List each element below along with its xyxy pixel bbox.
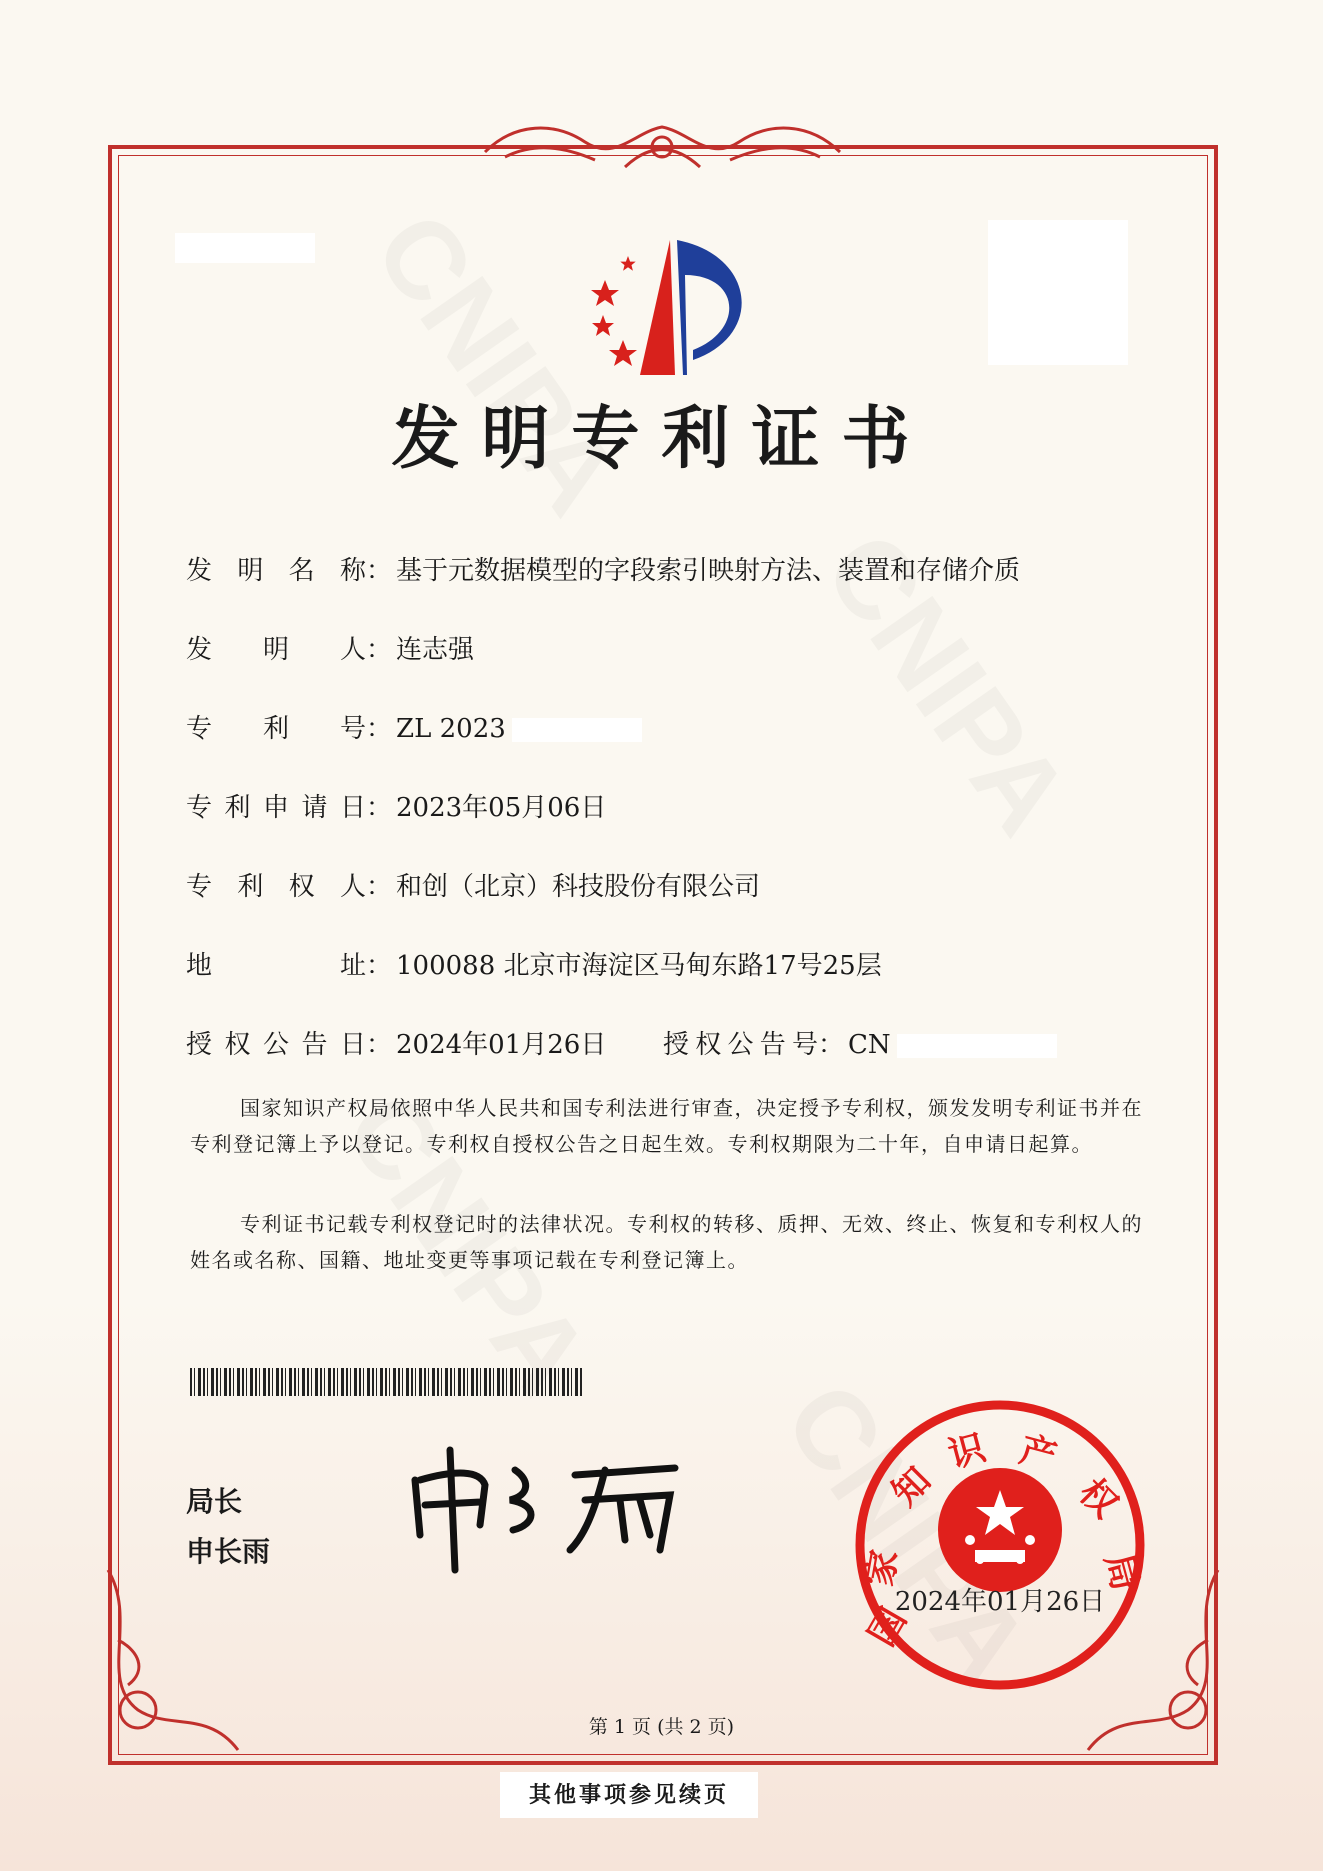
field-address: 地址： 100088 北京市海淀区马甸东路17号25层 — [186, 951, 882, 981]
field-inventor: 发明人： 连志强 — [186, 635, 475, 665]
field-value: 2023年05月06日 — [396, 793, 607, 823]
redaction — [512, 718, 642, 742]
field-value: CN — [848, 1030, 891, 1060]
handwritten-signature — [405, 1440, 690, 1575]
signatory-title: 局长 — [186, 1485, 243, 1518]
cnipa-logo — [565, 235, 765, 385]
statement-paragraph: 专利证书记载专利权登记时的法律状况。专利权的转移、质押、无效、终止、恢复和专利权人的姓名或名称、国籍、地址变更等事项记载在专利登记簿上。 — [190, 1212, 1143, 1272]
field-value: 和创（北京）科技股份有限公司 — [396, 872, 761, 902]
field-application-date: 专利申请日： 2023年05月06日 — [186, 793, 607, 823]
field-value: 100088 北京市海淀区马甸东路17号25层 — [396, 951, 882, 981]
field-value: 基于元数据模型的字段索引映射方法、装置和存储介质 — [396, 556, 1021, 586]
statement-paragraph: 国家知识产权局依照中华人民共和国专利法进行审查，决定授予专利权，颁发发明专利证书并在专利登记簿上予以登记。专利权自授权公告之日起生效。专利权期限为二十年，自申请日起算。 — [190, 1096, 1143, 1156]
field-value: 2024年01月26日 — [396, 1030, 607, 1060]
field-value: 连志强 — [396, 635, 475, 665]
redaction — [988, 220, 1128, 365]
signatory-name: 申长雨 — [186, 1535, 271, 1568]
certificate-title: 发明专利证书 — [391, 400, 932, 479]
svg-text:家: 家 — [859, 1546, 906, 1590]
field-grant-date: 授权公告日： 2024年01月26日 — [186, 1030, 607, 1060]
redaction — [897, 1034, 1057, 1058]
field-announcement-number: 授权公告号： CN — [663, 1024, 1057, 1061]
continuation-note: 其他事项参见续页 — [500, 1772, 758, 1818]
page-indicator: 第 1 页 (共 2 页) — [588, 1716, 735, 1738]
redaction — [175, 233, 315, 263]
field-value: ZL 2023 — [396, 714, 506, 744]
svg-text:权: 权 — [1070, 1471, 1126, 1527]
svg-text:知: 知 — [884, 1459, 940, 1515]
field-patent-number: 专利号： ZL 2023 — [186, 708, 642, 745]
svg-text:局: 局 — [1096, 1549, 1146, 1595]
field-invention-name: 发明名称： 基于元数据模型的字段索引映射方法、装置和存储介质 — [186, 556, 1021, 586]
svg-text:国: 国 — [861, 1601, 915, 1654]
svg-text:产: 产 — [1015, 1429, 1061, 1479]
svg-text:识: 识 — [944, 1427, 990, 1477]
seal-date: 2024年01月26日 — [894, 1587, 1106, 1617]
field-patentee: 专利权人： 和创（北京）科技股份有限公司 — [186, 872, 761, 902]
top-ornament — [475, 112, 850, 177]
barcode — [190, 1368, 582, 1396]
